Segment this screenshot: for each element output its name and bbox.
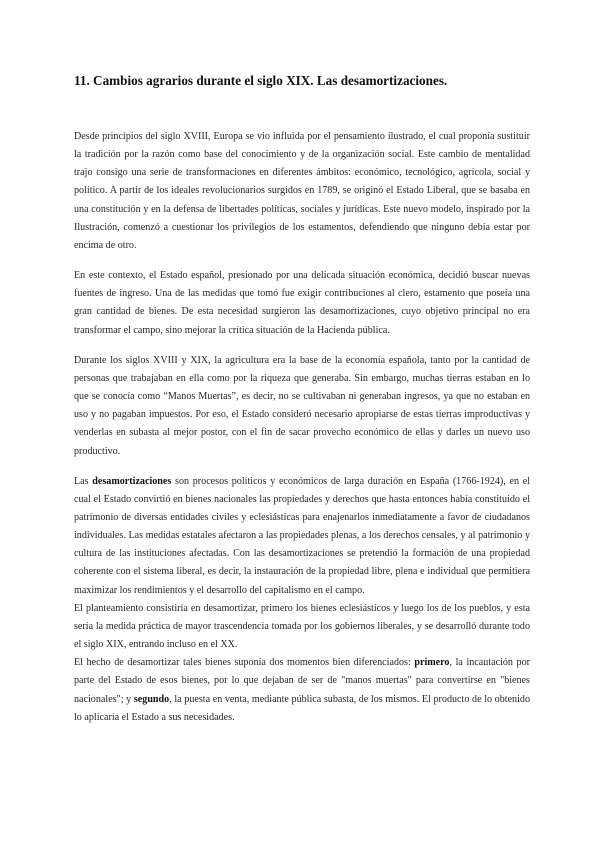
paragraph-text: , la puesta en venta, mediante pública subasta, de los mismos. El producto de lo obtenido lo aplicaría el Estado a sus necesidades. (74, 693, 530, 723)
bold-term: primero (414, 657, 450, 669)
paragraph-momentos (74, 654, 530, 727)
bold-term: desamortizaciones (92, 475, 172, 487)
paragraph-planteamiento (74, 600, 530, 654)
paragraph-agricultura (74, 352, 530, 461)
paragraph-text: El hecho de desamortizar tales bienes suponía dos momentos bien diferenciados: (74, 657, 415, 669)
paragraph-text: Desde principios del siglo XVIII, Europa se vio influida por el pensamiento ilustrado, el cual proponía sustituir la tradición por la razón como base del conocimiento y de la organización social. Este cambio de mentalidad trajo consigo una serie de transformaciones en diferentes ámbitos: económico, tecnológico, agrícola, social y político. A partir de los ideales revolucionarios surgidos en 1789, se originó el Estado Liberal, que se basaba en una constitución y en la defensa de libertades políticas, sociales y jurídicas. Este nuevo modelo, inspirado por la Ilustración, comenzó a cuestionar los privilegios de los estamentos, defendiendo que ninguno debía estar por encima de otro. (74, 131, 530, 251)
paragraph-text: Durante los siglos XVIII y XIX, la agricultura era la base de la economía española, tanto por la cantidad de personas que trabajaban en ella como por la riqueza que generaba. Sin embargo, muchas tierras estaban en lo que se conocía como “Manos Muertas”, es decir, no se cultivaban ni generaban ingresos, ya que no estaban en uso y no pagaban impuestos. Por eso, el Estado consideró necesario apropiarse de estas tierras improductivas y venderlas en subasta al mejor postor, con el fin de sacar provecho económico de ellas y darles un nuevo uso productivo. (74, 354, 530, 457)
paragraph-text: , la incautación por parte del Estado de esos bienes, por lo que dejaban de ser de "manos muertas" para convertirse en "bienes nacionales"; y (74, 657, 530, 705)
bold-term: segundo (133, 693, 170, 705)
paragraph-text: Las (74, 475, 93, 487)
paragraph-definicion (74, 473, 530, 600)
document-title: 11. Cambios agrarios durante el siglo XIX. Las desamortizaciones. (74, 73, 448, 88)
paragraph-ilustracion (74, 128, 530, 255)
paragraph-contexto (74, 267, 530, 340)
paragraph-text: son procesos políticos y económicos de larga duración en España (1766-1924), en el cual el Estado convirtió en bienes nacionales las propiedades y derechos que hasta entonces había constituido el patrimonio de diversas entidades civiles y eclesiásticas para enajenarlos inmediatamente a favor de ciudadanos individuales. Las medidas estatales afectaron a las propiedades plenas, a los derechos censales, y al patrimonio y cultura de las instituciones afectadas. Con las desamortizaciones se pretendió la formación de una propiedad coherente con el sistema liberal, es decir, la instauración de la propiedad libre, plena e individual que permitiera maximizar los rendimientos y el desarrollo del capitalismo en el campo. (74, 475, 531, 596)
paragraph-text: En este contexto, el Estado español, presionado por una delicada situación económica, decidió buscar nuevas fuentes de ingreso. Una de las medidas que tomó fue exigir contribuciones al clero, estamento que poseía una gran cantidad de bienes. De esta necesidad surgieron las desamortizaciones, cuyo objetivo principal no era transformar el campo, sino mejorar la crítica situación de la Hacienda pública. (74, 270, 530, 336)
paragraph-text: El planteamiento consistiría en desamortizar, primero los bienes eclesiásticos y luego los de los pueblos, y esta sería la medida práctica de mayor trascendencia tomada por los gobiernos liberales, y se desarrolló durante todo el siglo XIX, entrando incluso en el XX. (74, 602, 530, 651)
document-page (74, 72, 530, 727)
